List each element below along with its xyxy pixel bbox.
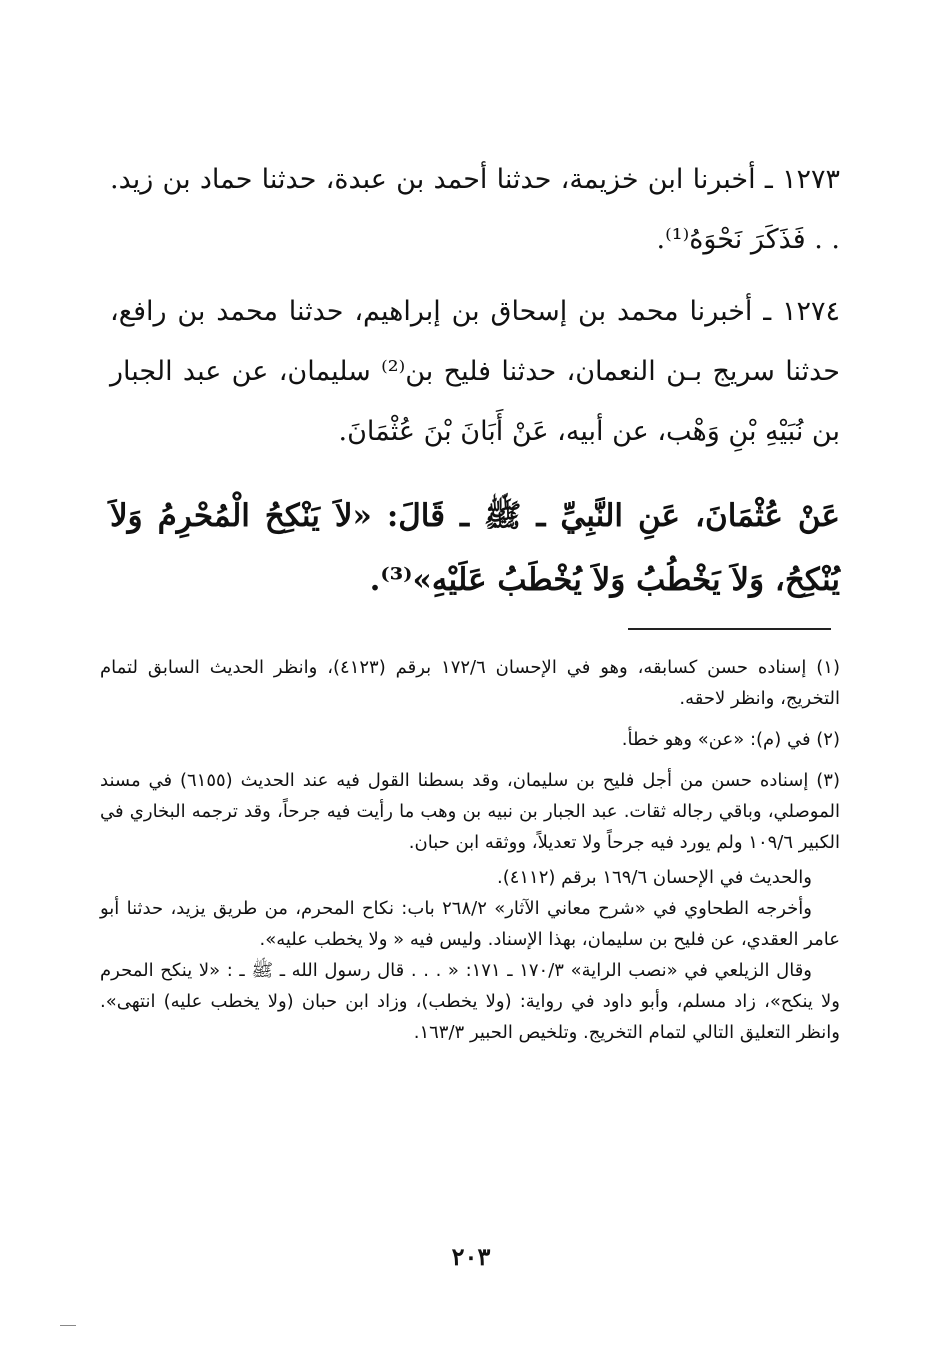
page-number: ٢٠٣ (451, 1242, 491, 1271)
hadith-text: عَنْ عُثْمَانَ، عَنِ النَّبِيِّ ـ ﷺ ـ قَالَ: «لاَ يَنْكِحُ الْمُحْرِمُ وَلاَ يُنْكِحُ، وَلاَ يَخْطُبُ وَلاَ يُخْطَبُ عَلَيْهِ»⁽³⁾. (110, 498, 840, 598)
hadith-1274: ١٢٧٤ ـ أخبرنا محمد بن إسحاق بن إبراهيم، حدثنا محمد بن رافع، حدثنا سريج بـن النعمان، حدثنا فليح بن⁽²⁾ سليمان، عن عبد الجبار بن نُبَيْهِ بْنِ وَهْب، عن أبيه، عَنْ أَبَانَ بْنَ عُثْمَانَ. (110, 296, 840, 447)
main-text (110, 150, 840, 624)
footnote-separator (628, 628, 831, 630)
footnote-3-ihsan: والحديث في الإحسان ١٦٩/٦ برقم (٤١١٢). (496, 867, 812, 888)
footnote-3: (٣) إسناده حسن من أجل فليح بن سليمان، وقد بسطنا القول فيه عند الحديث (٦١٥٥) في مسند الموصلي، وباقي رجاله ثقات. عبد الجبار بن نبيه بن وهب ما رأيت فيه جرحاً، وقد ترجمه البخاري في الكبير ١٠٩/٦ ولم يورد فيه جرحاً ولا تعديلاً، ووثقه ابن حبان. (100, 770, 840, 853)
footnote-2: (٢) في (م): «عن» وهو خطأ. (621, 729, 840, 750)
footnote-3-tahawi: وأخرجه الطحاوي في «شرح معاني الآثار» ٢٦٨/٢ باب: نكاح المحرم، من طريق يزيد، حدثنا أبو عامر العقدي، عن فليح بن سليمان، بهذا الإسناد. وليس فيه « ولا يخطب عليه». (100, 898, 840, 950)
footnote-1: (١) إسناده حسن كسابقه، وهو في الإحسان ١٧٢/٦ برقم (٤١٢٣)، وانظر الحديث السابق لتمام التخريج، وانظر لاحقه. (100, 657, 840, 709)
footnote-3-zaylai: وقال الزيلعي في «نصب الراية» ١٧٠/٣ ـ ١٧١: « . . . قال رسول الله ـ ﷺ ـ : «لا ينكح المحرم ولا ينكح»، زاد مسلم، وأبو داود في رواية: (ولا يخطب)، وزاد ابن حبان (ولا يخطب عليه) انتهى». وانظر التعليق التالي لتمام التخريج. وتلخيص الحبير ١٦٣/٣. (100, 960, 840, 1043)
footnotes (100, 652, 840, 1048)
hadith-1273: ١٢٧٣ ـ أخبرنا ابن خزيمة، حدثنا أحمد بن عبدة، حدثنا حماد بن زيد. . . فَذَكَرَ نَحْوَهُ⁽¹⁾. (110, 164, 840, 255)
scan-mark (60, 1325, 76, 1326)
